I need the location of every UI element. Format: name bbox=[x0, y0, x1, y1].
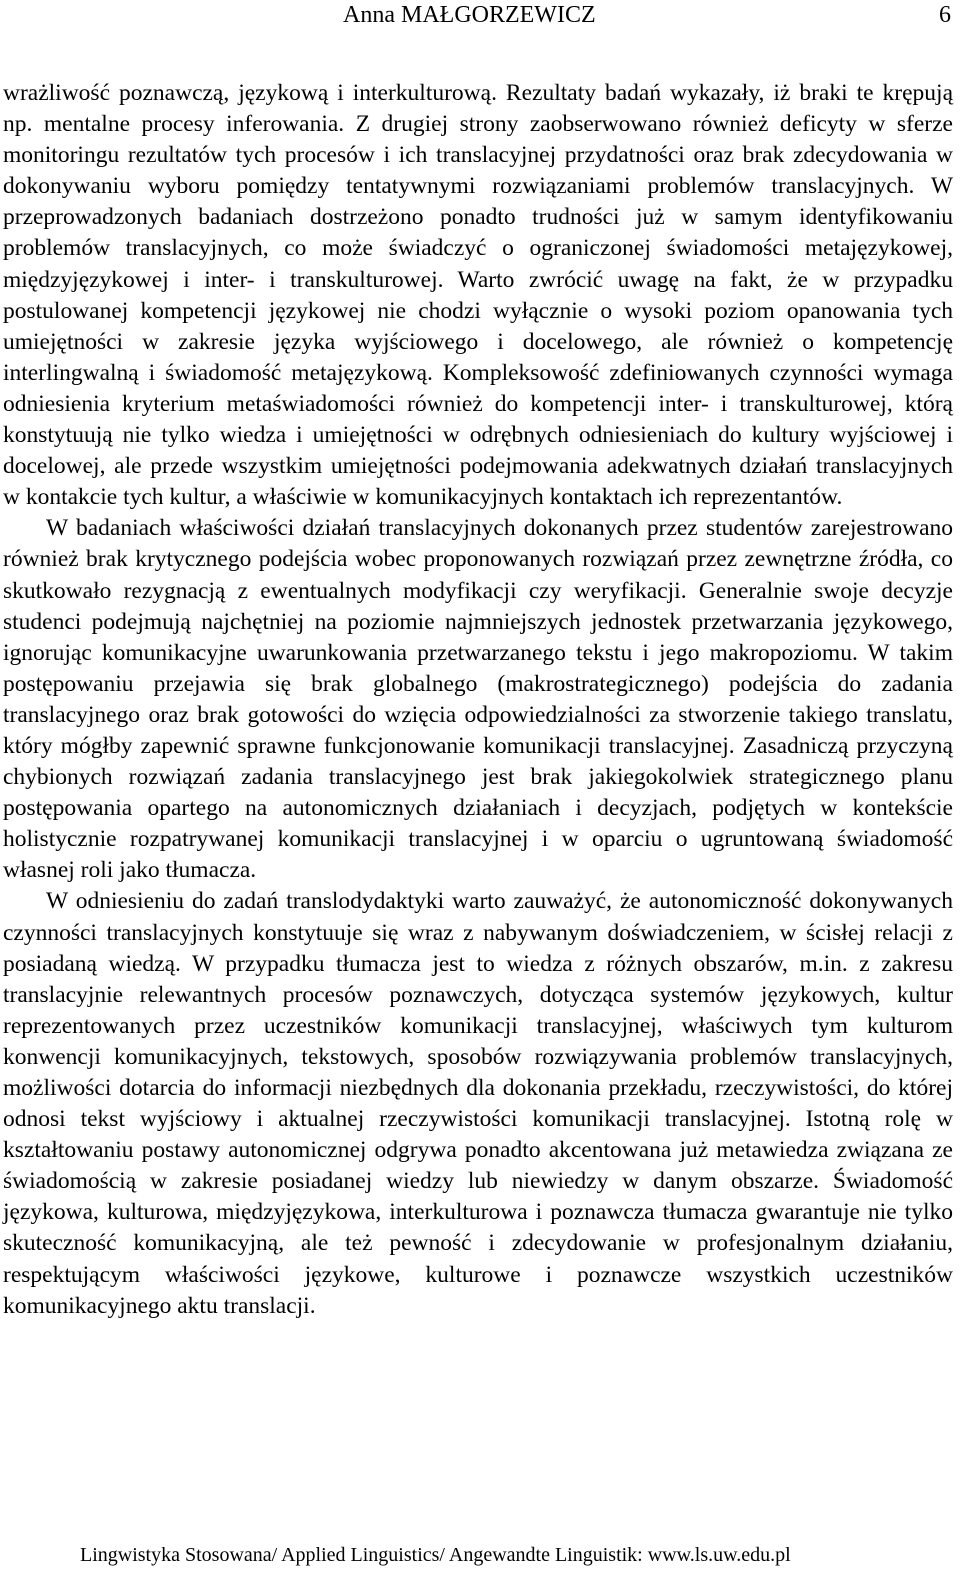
page-footer: Lingwistyka Stosowana/ Applied Linguistics/ Angewandte Linguistik: www.ls.uw.edu.pl bbox=[80, 1544, 791, 1566]
paragraph: wrażliwość poznawczą, językową i interkulturową. Rezultaty badań wykazały, iż braki te krępują np. mentalne procesy inferowania. Z drugiej strony zaobserwowano również deficyty w sferze monitoringu rezultatów tych procesów i ich translacyjnej przydatności oraz brak zdecydowania w dokonywaniu wyboru pomiędzy tentatywnymi rozwiązaniami problemów translacyjnych. W przeprowadzonych badaniach dostrzeżono ponadto trudności już w samym identyfikowaniu problemów translacyjnych, co może świadczyć o ograniczonej świadomości metajęzykowej, międzyjęzykowej i inter- i transkulturowej. Warto zwrócić uwagę na fakt, że w przypadku postulowanej kompetencji językowej nie chodzi wyłącznie o wysoki poziom opanowania tych umiejętności w zakresie języka wyjściowego i docelowego, ale również o kompetencję interlingwalną i świadomość metajęzykową. Kompleksowość zdefiniowanych czynności wymaga odniesienia kryterium metaświadomości również do kompetencji inter- i transkulturowej, którą konstytuują nie tylko wiedza i umiejętności w odrębnych odniesieniach do kultury wyjściowej i docelowej, ale przede wszystkim umiejętności podejmowania adekwatnych działań translacyjnych w kontakcie tych kultur, a właściwie w komunikacyjnych kontaktach ich reprezentantów. bbox=[3, 80, 953, 511]
running-head-author: Anna MAŁGORZEWICZ bbox=[343, 2, 596, 28]
paragraph: W badaniach właściwości działań translacyjnych dokonanych przez studentów zarejestrowano również brak krytycznego podejścia wobec proponowanych rozwiązań przez zewnętrzne źródła, co skutkowało rezygnacją z ewentualnych modyfikacji czy weryfikacji. Generalnie swoje decyzje studenci podejmują najchętniej na poziomie najmniejszych jednostek przetwarzania językowego, ignorując komunikacyjne uwarunkowania przetwarzanego tekstu i jego makropoziomu. W takim postępowaniu przejawia się brak globalnego (makrostrategicznego) podejścia do zadania translacyjnego oraz brak gotowości do wzięcia odpowiedzialności za stworzenie takiego translatu, który mógłby zapewnić sprawne funkcjonowanie komunikacji translacyjnej. Zasadniczą przyczyną chybionych rozwiązań zadania translacyjnego jest brak jakiegokolwiek strategicznego planu postępowania opartego na autonomicznych działaniach i decyzjach, podjętych w kontekście holistycznie rozpatrywanej komunikacji translacyjnej i w oparciu o ugruntowaną świadomość własnej roli jako tłumacza. bbox=[3, 515, 953, 884]
page-number: 6 bbox=[939, 2, 951, 28]
paragraph: W odniesieniu do zadań translodydaktyki warto zauważyć, że autonomiczność dokonywanych czynności translacyjnych konstytuuje się wraz z nabywanym doświadczeniem, w ścisłej relacji z posiadaną wiedzą. W przypadku tłumacza jest to wiedza z różnych obszarów, m.in. z zakresu translacyjnie relewantnych procesów poznawczych, dotycząca systemów językowych, kultur reprezentowanych przez uczestników komunikacji translacyjnej, właściwych tym kulturom konwencji komunikacyjnych, tekstowych, sposobów rozwiązywania problemów translacyjnych, możliwości dotarcia do informacji niezbędnych dla dokonania przekładu, rzeczywistości, do której odnosi tekst wyjściowy i aktualnej rzeczywistości komunikacji translacyjnej. Istotną rolę w kształtowaniu postawy autonomicznej odgrywa ponadto akcentowana już metawiedza związana ze świadomością w zakresie posiadanej wiedzy lub niewiedzy w danym obszarze. Świadomość językowa, kulturowa, międzyjęzykowa, interkulturowa i poznawcza tłumacza gwarantuje nie tylko skuteczność komunikacyjną, ale też pewność i zdecydowanie w profesjonalnym działaniu, respektującym właściwości językowe, kulturowe i poznawcze wszystkich uczestników komunikacyjnego aktu translacji. bbox=[3, 888, 953, 1319]
page-header bbox=[0, 2, 960, 30]
article-body bbox=[3, 78, 953, 1322]
